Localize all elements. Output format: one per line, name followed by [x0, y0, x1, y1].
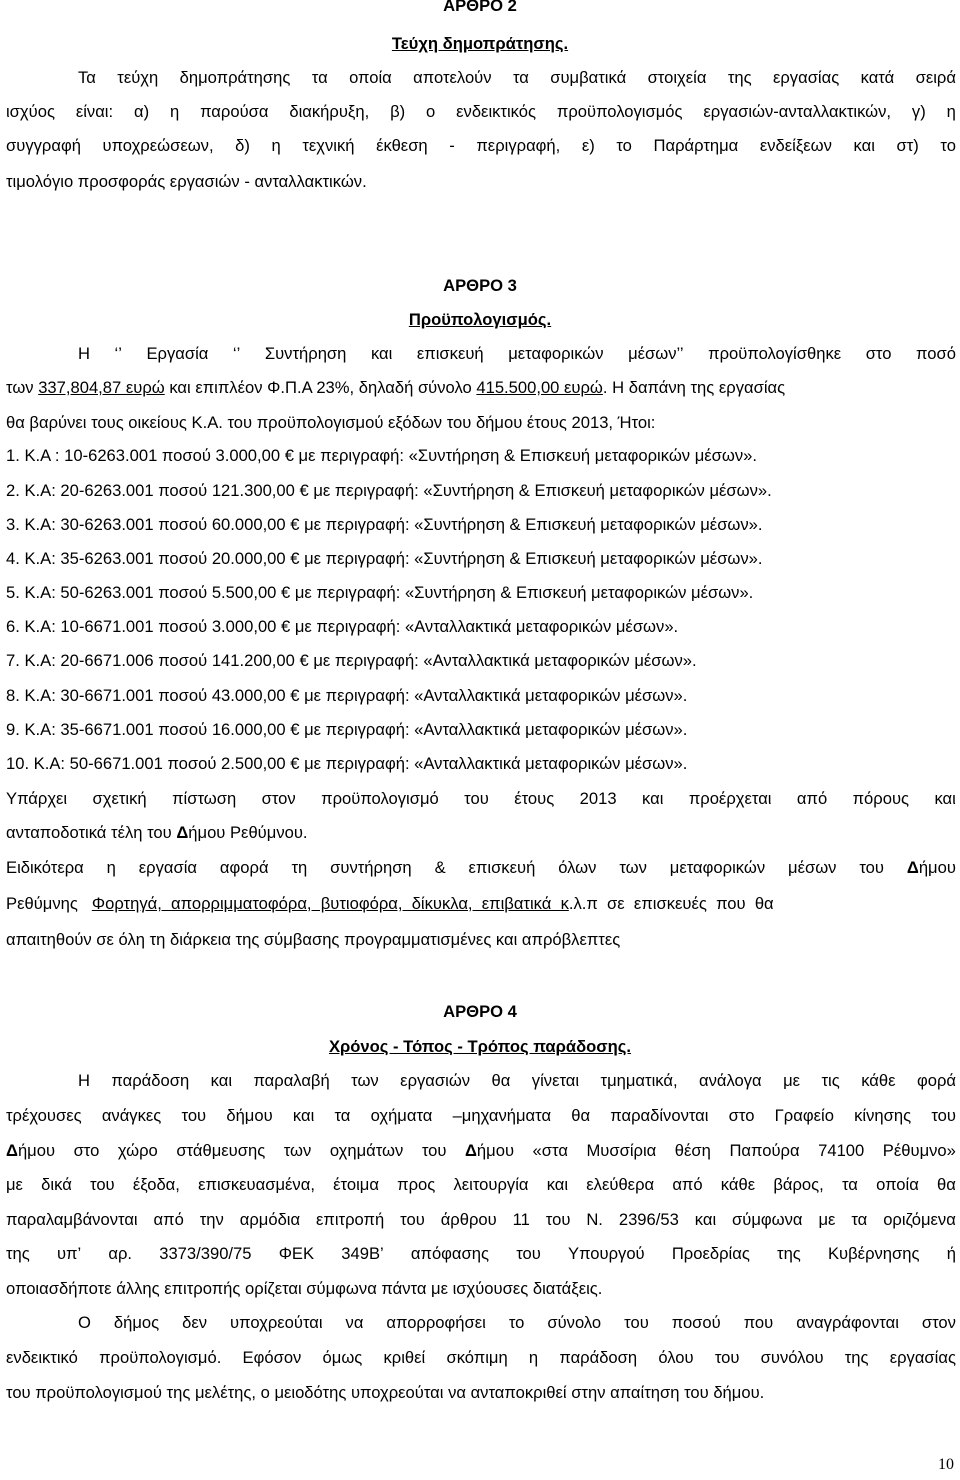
word: στ) — [896, 136, 919, 155]
word: τα — [512, 68, 529, 87]
word: ανάλογα — [699, 1071, 762, 1090]
word: ανταποκριθεί — [470, 1383, 572, 1402]
word: και — [853, 136, 875, 155]
word: του — [714, 1348, 740, 1367]
word: πίστωση — [172, 789, 237, 808]
article-4-line — [6, 1141, 956, 1161]
article-2-line-4: τιμολόγιο προσφοράς εργασιών - ανταλλακτικών. — [6, 172, 367, 191]
word: στάθμευσης — [176, 1141, 266, 1160]
word: ΦΕΚ — [278, 1244, 315, 1263]
word: τεύχη — [117, 68, 159, 87]
word: αποτελούν — [413, 68, 492, 87]
word: η — [106, 858, 116, 877]
article-4-line — [6, 1383, 956, 1403]
article-4-line — [6, 1071, 956, 1091]
credit-pre: ανταποδοτικά τέλη του — [6, 823, 177, 842]
word: να — [448, 1383, 471, 1402]
word: ο — [426, 102, 436, 121]
word: προέρχεται — [688, 789, 772, 808]
article-2-heading: ΑΡΘΡΟ 2 — [443, 0, 517, 15]
word: μεταφορικών — [669, 858, 766, 877]
word: της — [844, 1348, 869, 1367]
word: επισκευασμένα, — [198, 1175, 315, 1194]
word: ποσό — [916, 344, 956, 363]
word: της — [777, 1244, 801, 1263]
word: β) — [390, 102, 406, 121]
word: το — [508, 1313, 525, 1332]
word: που — [743, 1313, 774, 1332]
word: ‘’ — [232, 344, 241, 363]
word: Εφόσον — [242, 1348, 302, 1367]
word: τα — [334, 1106, 351, 1125]
budget-item: 8. Κ.Α: 30-6671.001 ποσού 43.000,00 € με περιγραφή: «Ανταλλακτικά μεταφορικών μέσων». — [6, 686, 688, 705]
word: Δήμου — [6, 1141, 56, 1160]
word: ελεύθερα — [586, 1175, 655, 1194]
word: του — [421, 1141, 447, 1160]
word: Δήμου — [464, 1141, 515, 1160]
article-4-line: οποιασδήποτε άλλης επιτροπής ορίζεται σύμφωνα πάντα με ισχύουσες διατάξεις. — [6, 1279, 603, 1298]
word: του — [464, 789, 489, 808]
word: συμβατικά — [550, 68, 627, 87]
word: μειοδότης — [274, 1383, 351, 1402]
word: Τα — [78, 68, 96, 87]
budget-item: 6. Κ.Α: 10-6671.001 ποσού 3.000,00 € με περιγραφή: «Ανταλλακτικά μεταφορικών μέσων». — [6, 617, 679, 636]
word: χώρο — [117, 1141, 158, 1160]
budget-item: 10. Κ.Α: 50-6671.001 ποσού 2.500,00 € με περιγραφή: «Ανταλλακτικά μεταφορικών μέσων». — [6, 754, 688, 773]
credit-bold: Δ — [176, 823, 189, 842]
word: παράδοση — [111, 1071, 190, 1090]
word: ‘’ — [114, 344, 122, 363]
word: Εργασία — [146, 344, 209, 363]
word: με — [6, 1175, 23, 1194]
word: Μυσσίρια — [586, 1141, 657, 1160]
article-4-line — [6, 1348, 956, 1368]
word: δ) — [235, 136, 250, 155]
word: Υπουργού — [568, 1244, 645, 1263]
word: όμως — [322, 1348, 363, 1367]
word: έξοδα, — [132, 1175, 180, 1194]
word: Κυβέρνησης — [827, 1244, 920, 1263]
word: Υπάρχει — [6, 789, 68, 808]
intro-pre: των — [6, 378, 39, 397]
word: στον — [261, 789, 296, 808]
word: Γραφείο — [774, 1106, 834, 1125]
credit-post: ήμου Ρεθύμνου. — [188, 823, 308, 842]
article-2-line-3 — [6, 136, 956, 156]
word: συγγραφή — [6, 136, 81, 155]
word: στοιχεία — [647, 68, 707, 87]
word: επιτροπή — [316, 1210, 385, 1229]
specific-line-1 — [6, 858, 956, 878]
word: προϋπολογισμός — [556, 102, 683, 121]
budget-item: 2. Κ.Α: 20-6263.001 ποσού 121.300,00 € με περιγραφή: «Συντήρηση & Επισκευή μεταφορικών μέσων». — [6, 481, 772, 500]
word: «στα — [532, 1141, 568, 1160]
word: Συντήρηση — [264, 344, 347, 363]
word: 3373/390/75 — [159, 1244, 252, 1263]
word: εργασίας — [772, 68, 840, 87]
word: και — [210, 1071, 233, 1090]
word: απόφασης — [410, 1244, 489, 1263]
word: Παράρτημα — [653, 136, 739, 155]
word: αρμόδια — [239, 1210, 301, 1229]
budget-amount: 337,804,87 ευρώ — [38, 378, 165, 397]
word: παρούσα — [200, 102, 269, 121]
word: του — [545, 1210, 571, 1229]
article-3-intro-line-1 — [6, 344, 956, 364]
word: παραλαμβάνονται — [6, 1210, 138, 1229]
word: 349Β’ — [341, 1244, 384, 1263]
word: βάρος, — [773, 1175, 824, 1194]
word: την — [199, 1210, 224, 1229]
article-4-line — [6, 1210, 956, 1230]
word: εργασίας — [889, 1348, 956, 1367]
word: τρέχουσες — [6, 1106, 82, 1125]
word: κίνησης — [854, 1106, 912, 1125]
word: του — [516, 1244, 541, 1263]
word: των — [283, 1141, 312, 1160]
word: Ειδικότερα — [6, 858, 84, 877]
word: του — [6, 1383, 36, 1402]
word: αρ. — [108, 1244, 133, 1263]
word: παραδίνονται — [610, 1106, 709, 1125]
word: παράδοση — [559, 1348, 638, 1367]
word: προϋπολογισμό — [321, 789, 439, 808]
word: έκθεση — [376, 136, 428, 155]
word: σχετική — [92, 789, 147, 808]
article-2-line-2 — [6, 102, 956, 122]
word: δικά — [41, 1175, 72, 1194]
word: –μηχανήματα — [452, 1106, 552, 1125]
word: οχήματα — [370, 1106, 433, 1125]
word: υπ’ — [56, 1244, 82, 1263]
word: λειτουργία — [453, 1175, 529, 1194]
word: θα — [937, 1175, 956, 1194]
budget-item: 3. Κ.Α: 30-6263.001 ποσού 60.000,00 € με περιγραφή: «Συντήρηση & Επισκευή μεταφορικών μέσων». — [6, 515, 763, 534]
article-3-subtitle: Προϋπολογισμός. — [408, 310, 552, 329]
word: Παπούρα — [729, 1141, 800, 1160]
article-2-line-1 — [6, 68, 956, 88]
credit-line-2 — [6, 823, 956, 843]
word: 2396/53 — [618, 1210, 679, 1229]
word: σύνολο — [547, 1313, 602, 1332]
word: μέσων — [788, 858, 837, 877]
word: τα — [311, 68, 328, 87]
word: εργασιών — [400, 1071, 471, 1090]
word: τη — [291, 858, 308, 877]
word: να — [345, 1313, 364, 1332]
word: του — [400, 1210, 425, 1229]
word: μέσων’’ — [628, 344, 684, 363]
word: και — [694, 1210, 717, 1229]
word: & — [434, 858, 446, 877]
word: η — [271, 136, 281, 155]
word: τεχνική — [302, 136, 355, 155]
word: δεν — [182, 1313, 208, 1332]
word: 11 — [512, 1210, 530, 1229]
word: θα — [571, 1106, 591, 1125]
word: προϋπολογισμό. — [99, 1348, 222, 1367]
word: οποία — [349, 68, 392, 87]
word: δήμου — [226, 1106, 273, 1125]
word: ο — [260, 1383, 275, 1402]
word: του — [684, 1383, 714, 1402]
word: Ο — [78, 1313, 91, 1332]
word: του — [90, 1175, 115, 1194]
word: του — [181, 1106, 207, 1125]
word: οχημάτων — [329, 1141, 404, 1160]
word: ενδείξεων — [759, 136, 832, 155]
word: δήμου. — [713, 1383, 765, 1402]
word: Ρέθυμνο» — [882, 1141, 956, 1160]
word: Η — [78, 1071, 90, 1090]
word: ή — [946, 1244, 956, 1263]
budget-item: 9. Κ.Α: 35-6671.001 ποσού 16.000,00 € με περιγραφή: «Ανταλλακτικά μεταφορικών μέσων». — [6, 720, 688, 739]
word: όλων — [558, 858, 597, 877]
article-3-intro-line-2 — [6, 378, 956, 398]
word: απορροφήσει — [386, 1313, 486, 1332]
word: του — [859, 858, 884, 877]
word: έτοιμα — [333, 1175, 379, 1194]
word: προϋπολογισμού — [35, 1383, 167, 1402]
word: υποχρεούται — [350, 1383, 449, 1402]
word: έτους — [514, 789, 555, 808]
word: τα — [851, 1210, 868, 1229]
word: ενδεικτικός — [456, 102, 536, 121]
word: με — [783, 1071, 801, 1090]
word: σύμφωνα — [732, 1210, 803, 1229]
article-4-subtitle: Χρόνος - Τόπος - Τρόπος παράδοσης. — [328, 1037, 632, 1056]
word: τις — [821, 1071, 840, 1090]
budget-item: 7. Κ.Α: 20-6671.006 ποσού 141.200,00 € με περιγραφή: «Ανταλλακτικά μεταφορικών μέσων». — [6, 651, 697, 670]
word: δήμος — [113, 1313, 160, 1332]
word: συντήρηση — [330, 858, 412, 877]
word: στο — [728, 1106, 755, 1125]
word: φορά — [916, 1071, 956, 1090]
specific-post: .λ.π σε επισκευές που θα — [568, 894, 774, 913]
specific-line-3: απαιτηθούν σε όλη τη διάρκεια της σύμβασης προγραμματισμένες και απρόβλεπτες — [6, 930, 621, 949]
word: σκόπιμη — [446, 1348, 508, 1367]
article-4-heading: ΑΡΘΡΟ 4 — [443, 1002, 517, 1021]
specific-last-word: Δήμου — [906, 858, 956, 877]
word: είναι: — [75, 102, 114, 121]
word: κριθεί — [383, 1348, 426, 1367]
word: στην — [571, 1383, 611, 1402]
word: του — [624, 1313, 649, 1332]
article-3-intro-line-3: θα βαρύνει τους οικείους Κ.Α. του προϋπολογισμού εξόδων του δήμου έτους 2013, Ήτοι: — [6, 413, 656, 432]
word: εργασιών-ανταλλακτικών, — [703, 102, 892, 121]
intro-mid: και επιπλέον Φ.Π.Α 23%, δηλαδή σύνολο — [164, 378, 477, 397]
word: άρθρου — [440, 1210, 497, 1229]
page-number: 10 — [938, 1456, 954, 1473]
word: της — [166, 1383, 195, 1402]
word: Προεδρίας — [671, 1244, 750, 1263]
word: η — [946, 102, 956, 121]
word: με — [818, 1210, 836, 1229]
word: κάθε — [720, 1175, 756, 1194]
word: 74100 — [818, 1141, 865, 1160]
word: η — [528, 1348, 539, 1367]
word: ποσού — [671, 1313, 721, 1332]
word: προϋπολογίσθηκε — [708, 344, 842, 363]
specific-line-2 — [6, 894, 956, 914]
word: - — [449, 136, 455, 155]
intro-post: . Η δαπάνη της εργασίας — [602, 378, 786, 397]
article-2-subtitle: Τεύχη δημοπράτησης. — [391, 34, 569, 53]
word: στον — [921, 1313, 956, 1332]
word: συνόλου — [760, 1348, 824, 1367]
word: μεταφορικών — [508, 344, 604, 363]
word: και — [934, 789, 956, 808]
word: εργασία — [138, 858, 198, 877]
word: θα — [491, 1071, 511, 1090]
article-4-line — [6, 1106, 956, 1126]
word: κάθε — [861, 1071, 896, 1090]
word: το — [940, 136, 956, 155]
budget-item: 1. Κ.Α : 10-6263.001 ποσού 3.000,00 € με περιγραφή: «Συντήρηση & Επισκευή μεταφορικών μέσων». — [6, 446, 757, 465]
word: θέση — [674, 1141, 711, 1160]
word: αναγράφονται — [796, 1313, 899, 1332]
credit-line-1 — [6, 789, 956, 809]
word: κατά — [860, 68, 895, 87]
word: αφορά — [219, 858, 269, 877]
word: του — [931, 1106, 956, 1125]
vehicle-types: Φορτηγά, απορριμματοφόρα, βυτιοφόρα, δίκυκλα, επιβατικά κ — [91, 894, 569, 913]
word: επισκευή — [416, 344, 484, 363]
budget-total: 415.500,00 ευρώ — [476, 378, 603, 397]
word: από — [672, 1175, 703, 1194]
word: οριζόμενα — [883, 1210, 956, 1229]
word: ισχύος — [6, 102, 55, 121]
word: και — [370, 344, 393, 363]
word: ανάγκες — [101, 1106, 162, 1125]
word: δημοπράτησης — [179, 68, 291, 87]
budget-item: 5. Κ.Α: 50-6263.001 ποσού 5.500,00 € με περιγραφή: «Συντήρηση & Επισκευή μεταφορικών μέσων». — [6, 583, 754, 602]
word: και — [642, 789, 664, 808]
word: α) — [133, 102, 150, 121]
word: διακήρυξη, — [289, 102, 370, 121]
word: της — [727, 68, 752, 87]
word: τμηματικά, — [600, 1071, 678, 1090]
word: όλου — [658, 1348, 694, 1367]
word: η — [169, 102, 180, 121]
article-4-line — [6, 1244, 956, 1264]
word: παραλαβή — [253, 1071, 330, 1090]
word: υποχρεώσεων, — [102, 136, 214, 155]
word: περιγραφή, — [476, 136, 561, 155]
word: ε) — [581, 136, 595, 155]
word: Η — [78, 344, 90, 363]
word: και — [292, 1106, 315, 1125]
article-4-line — [6, 1313, 956, 1333]
word: των — [351, 1071, 379, 1090]
article-3-heading: ΑΡΘΡΟ 3 — [443, 276, 517, 295]
word: το — [616, 136, 632, 155]
word: γ) — [911, 102, 926, 121]
article-4-line — [6, 1175, 956, 1195]
word: τα — [841, 1175, 858, 1194]
word: επισκευή — [468, 858, 536, 877]
word: της — [6, 1244, 30, 1263]
word: απαίτηση — [610, 1383, 685, 1402]
specific-pre: Ρεθύμνης — [6, 894, 78, 913]
word: των — [619, 858, 647, 877]
word: μελέτης, — [194, 1383, 261, 1402]
word: υποχρεούται — [230, 1313, 323, 1332]
word: ενδεικτικό — [6, 1348, 78, 1367]
word: 2013 — [579, 789, 617, 808]
word: σειρά — [915, 68, 956, 87]
word: και — [546, 1175, 569, 1194]
word: από — [153, 1210, 184, 1229]
word: από — [796, 789, 828, 808]
word: στο — [73, 1141, 100, 1160]
word: οποία — [876, 1175, 919, 1194]
word: γίνεται — [531, 1071, 580, 1090]
budget-item: 4. Κ.Α: 35-6263.001 ποσού 20.000,00 € με περιγραφή: «Συντήρηση & Επισκευή μεταφορικών μέσων». — [6, 549, 763, 568]
word: πόρους — [852, 789, 910, 808]
word: στο — [865, 344, 892, 363]
word: προς — [397, 1175, 436, 1194]
word: Ν. — [586, 1210, 603, 1229]
